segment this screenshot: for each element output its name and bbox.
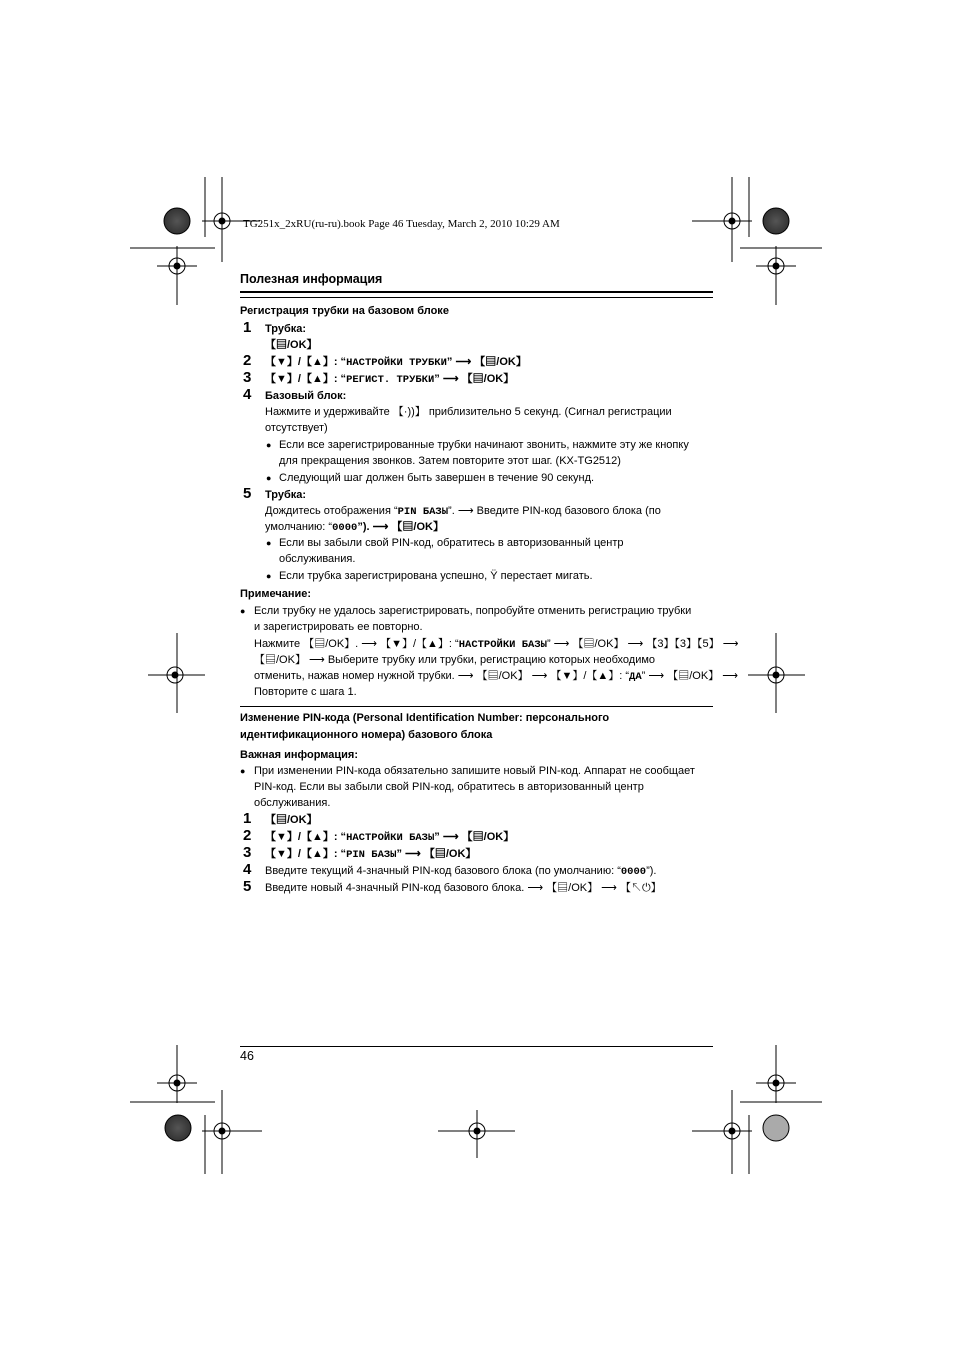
display-text: 0000 [620,866,647,878]
menu-item: НАСТРОЙКИ БАЗЫ [346,832,435,844]
pin-important-l1: При изменении PIN-кода обязательно запишите новый PIN-код. Аппарат не сообщает [254,765,695,777]
nav-keys: 【▼】/【▲】: “ [265,356,347,368]
reg-step-5-line1 [265,503,661,520]
text: умолчанию: “ [265,521,333,533]
reg-step-5-bullet1-l1: Если вы забыли свой PIN-код, обратитесь в авторизованный центр [279,537,624,549]
footer-rule [240,1046,713,1047]
target-bl-1 [157,1063,197,1103]
section-title: Полезная информация [240,272,383,286]
pin-step-5: Введите новый 4-значный PIN-код базового блока. ⟶ 【▤/OK】 ⟶ 【↖⏻】 [265,882,662,894]
pin-title-l1: Изменение PIN-кода (Personal Identification Number: персонального [240,712,610,724]
reg-step-1-label: Трубка: [265,323,307,335]
ok-key: ” ⟶ 【▤/OK】 [434,373,515,385]
pin-important-l3: обслуживания. [254,797,331,809]
pin-step-3-number: 3 [243,844,252,861]
reg-step-5-bullet1-l2: обслуживания. [279,553,356,565]
display-text: PIN БАЗЫ [397,506,449,518]
pin-step-1: 【▤/OK】 [265,814,318,826]
pin-title-l2: идентификационного номера) базового блока [240,729,493,741]
nav-keys: 【▼】/【▲】: “ [265,831,347,843]
note-line3 [254,636,739,653]
bullet-icon: ● [266,440,272,450]
text: Дождитесь отображения “ [265,505,398,517]
note-label: Примечание: [240,588,312,600]
reg-title: Регистрация трубки на базовом блоке [240,305,449,317]
reg-step-1-number: 1 [243,319,252,336]
target-br-1 [756,1063,796,1103]
section-rule-thin [240,297,713,298]
reg-step-5-number: 5 [243,485,252,502]
reg-step-4-bullet1-l1: Если все зарегистрированные трубки начинают звонить, нажмите эту же кнопку [279,439,689,451]
menu-item: НАСТРОЙКИ ТРУБКИ [346,357,447,369]
pin-step-4 [265,863,656,880]
text: отменить, нажав номер нужной трубки. ⟶ 【▤/OK】 ⟶ 【▼】/【▲】: “ [254,670,630,682]
pin-important-label: Важная информация: [240,749,358,761]
section-rule [240,291,713,293]
text: Нажмите 【▤/OK】. ⟶ 【▼】/【▲】: “ [254,638,459,650]
menu-item: РЕГИСТ. ТРУБКИ [346,374,435,386]
reg-step-2-number: 2 [243,352,252,369]
bullet-icon: ● [240,606,246,616]
reg-step-3-number: 3 [243,369,252,386]
file-header: TG251x_2xRU(ru-ru).book Page 46 Tuesday, March 2, 2010 10:29 AM [243,218,560,230]
pin-important-l2: PIN-код. Если вы забыли свой PIN-код, обратитесь в авторизованный центр [254,781,644,793]
nav-keys: 【▼】/【▲】: “ [265,373,347,385]
menu-item: ДА [629,671,642,683]
text: Введите текущий 4-значный PIN-код базового блока (по умолчанию: “ [265,865,621,877]
menu-item: НАСТРОЙКИ БАЗЫ [458,639,547,651]
note-line5 [254,668,738,685]
starburst-bl [165,1115,191,1141]
pin-step-5-number: 5 [243,878,252,895]
reg-step-4-line2: отсутствует) [265,422,328,434]
reg-step-5-label: Трубка: [265,489,307,501]
starburst-br [763,1115,789,1141]
nav-keys: 【▼】/【▲】: “ [265,848,347,860]
pin-step-2-number: 2 [243,827,252,844]
text: ”). [646,865,657,877]
section-divider [240,706,713,707]
target-tr-1 [712,201,752,241]
page-number: 46 [240,1049,254,1063]
text: ”. ⟶ Введите PIN-код базового блока (по [448,505,661,517]
reg-step-5-line2 [265,519,444,536]
ok-key: ”). ⟶ 【▤/OK】 [357,521,444,533]
ok-key: ” ⟶ 【▤/OK】 [396,848,477,860]
pin-step-2 [265,829,514,846]
target-br-2 [712,1111,752,1151]
menu-item: PIN БАЗЫ [346,849,397,861]
ok-key: ” ⟶ 【▤/OK】 [446,356,527,368]
text: ” ⟶ 【▤/OK】 ⟶ 【3】【3】【5】 ⟶ [546,638,739,650]
pin-step-1-number: 1 [243,810,252,827]
text: ” ⟶ 【▤/OK】 ⟶ [641,670,738,682]
bullet-icon: ● [266,571,272,581]
bullet-icon: ● [266,473,272,483]
target-tl-2 [157,246,197,286]
note-line1: Если трубку не удалось зарегистрировать, попробуйте отменить регистрацию трубки [254,605,692,617]
reg-step-4-line1: Нажмите и удерживайте 【·))】 приблизительно 5 секунд. (Сигнал регистрации [265,406,672,418]
reg-step-3 [265,371,514,388]
reg-step-2 [265,354,527,371]
reg-step-4-number: 4 [243,386,252,403]
note-line2: и зарегистрировать ее повторно. [254,621,423,633]
reg-step-4-bullet1-l2: для прекращения звонков. Затем повторите этот шаг. (KX-TG2512) [279,455,621,467]
starburst-tl [164,208,190,234]
target-tr-2 [756,246,796,286]
note-line6: Повторите с шага 1. [254,686,357,698]
pin-step-4-number: 4 [243,861,252,878]
note-line4: 【▤/OK】 ⟶ Выберите трубку или трубки, регистрацию которых необходимо [254,654,656,666]
reg-step-4-label: Базовый блок: [265,390,347,402]
pin-step-3 [265,846,476,863]
reg-step-1-key: 【▤/OK】 [265,339,318,351]
bullet-icon: ● [240,766,246,776]
target-tl-1 [202,201,242,241]
starburst-tr [763,208,789,234]
reg-step-5-bullet2: Если трубка зарегистрирована успешно, Ÿ перестает мигать. [279,570,593,582]
target-bl-2 [202,1111,242,1151]
reg-step-4-bullet2: Следующий шаг должен быть завершен в течение 90 секунд. [279,472,595,484]
ok-key: ” ⟶ 【▤/OK】 [434,831,515,843]
bullet-icon: ● [266,538,272,548]
display-text: 0000 [332,522,358,534]
